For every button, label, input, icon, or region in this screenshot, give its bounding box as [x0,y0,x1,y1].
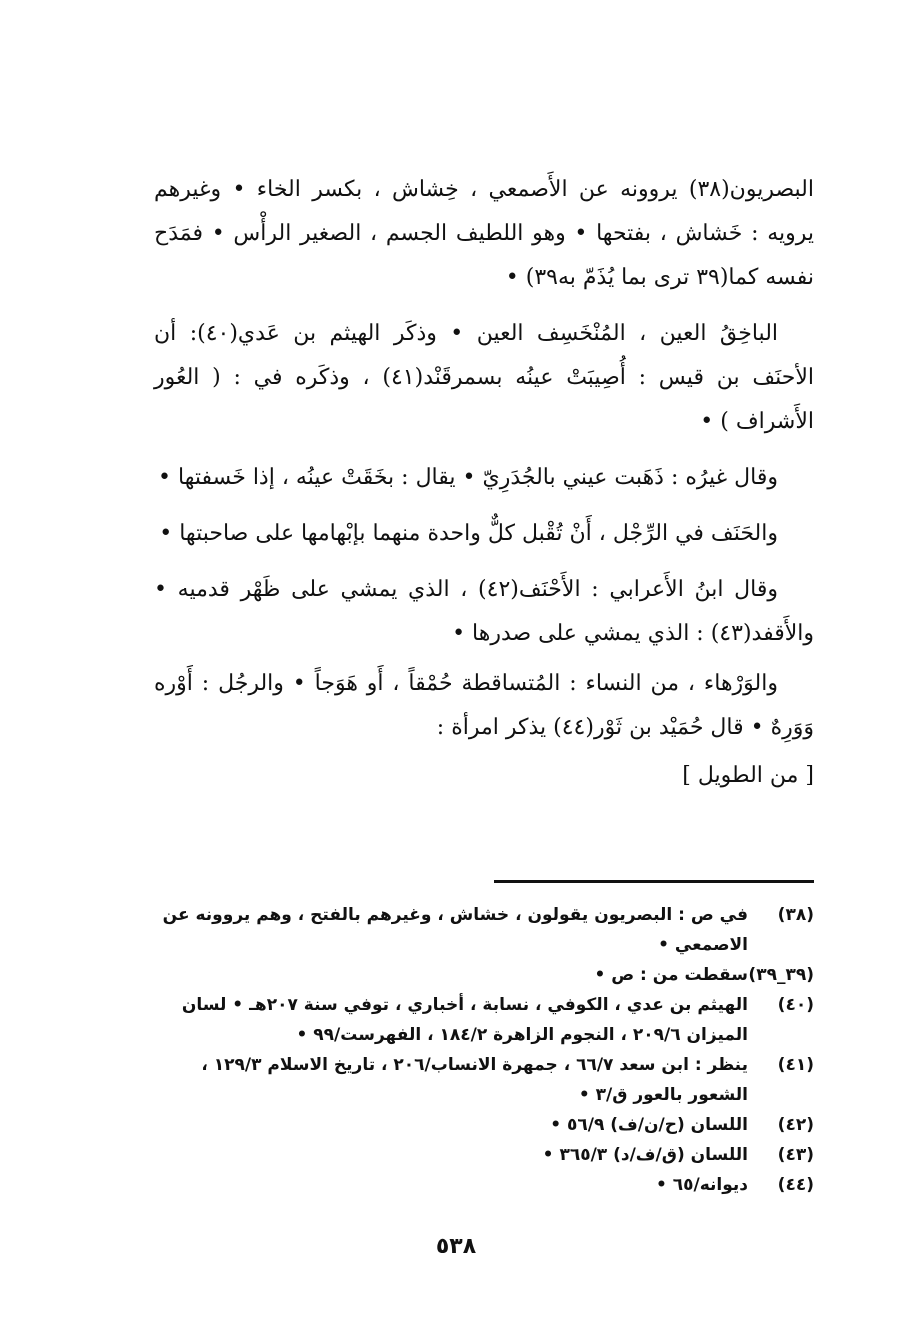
page-number: ٥٣٨ [435,1234,477,1259]
footnote-text: ينظر : ابن سعد ٦٦/٧ ، جمهرة الانساب/٢٠٦ ، تاريخ الاسلام ١٢٩/٣ ، الشعور بالعور ق/٣ • [201,1055,748,1105]
main-text [154,168,814,796]
footnotes [154,900,814,1200]
footnote-text: سقطت من : ص • [594,965,748,985]
footnote-number: (٤٤) [777,1175,814,1195]
footnote-number: (٤٠) [777,995,814,1015]
paragraph: والحَنَف في الرِّجْل ، أَنْ تُقْبل كلٌّ واحدة منهما بإبْهامها على صاحبتها • [159,521,778,546]
footnote-text: اللسان (ق/ف/د) ٣٦٥/٣ • [542,1145,748,1165]
footnote-text: ديوانه/٦٥ • [655,1175,748,1195]
footnote-number: (٤١) [777,1055,814,1075]
paragraph: البصريون(٣٨) يروونه عن الأَصمعي ، خِشاش ، بكسر الخاء • وغيرهم يرويه : خَشاش ، بفتحها • وهو اللطيف الجسم ، الصغير الرأْس • فمَدَح نفسه كما(٣٩ ترى بما يُذَمّ به٣٩) • [154,177,814,290]
paragraph: والوَرْهاء ، من النساء : المُتساقطة حُمْقاً ، أَو هَوَجاً • والرجُل : أَوْره وَوَرِهٌ • قال حُمَيْد بن ثَوْر(٤٤) يذكر امرأة : [154,671,814,740]
paragraph: الباخِقُ العين ، المُنْخَسِف العين • وذكَر الهيثم بن عَدي(٤٠): أن الأحنَف بن قيس : أُصِيبَتْ عينُه بسمرقَنْد(٤١) ، وذكَره في : ( العُور الأَشراف ) • [154,321,814,434]
footnote [154,1140,814,1170]
footnote [154,1050,814,1110]
footnote-number: (٤٣) [777,1145,814,1165]
footnote-text: الهيثم بن عدي ، الكوفي ، نسابة ، أخباري ، توفي سنة ٢٠٧هـ • لسان الميزان ٢٠٩/٦ ، النجوم الزاهرة ١٨٤/٢ ، الفهرست/٩٩ • [181,995,748,1045]
footnote [154,1110,814,1140]
footnote [154,900,814,960]
footnote-number: (٤٢) [777,1115,814,1135]
footnote-separator [494,880,814,883]
paragraph: وقال غيرُه : ذَهَبت عيني بالجُدَرِيّ • يقال : بخَقَتْ عينُه ، إذا خَسفتها • [158,465,778,490]
poem-meter-tag: [ من الطويل ] [682,763,814,788]
footnote [154,960,814,990]
footnote-number: (٣٨) [777,905,814,925]
footnote [154,1170,814,1200]
footnote [154,990,814,1050]
footnote-text: اللسان (ح/ن/ف) ٥٦/٩ • [550,1115,748,1135]
paragraph: وقال ابنُ الأَعرابي : الأَحْنَف(٤٢) ، الذي يمشي على ظَهْر قدميه • والأَقفد(٤٣) : الذي يمشي على صدرها • [154,577,814,646]
footnote-number: (٣٩_٣٩) [748,965,814,985]
footnote-text: في ص : البصريون يقولون ، خشاش ، وغيرهم بالفتح ، وهم يروونه عن الاصمعي • [162,905,748,955]
